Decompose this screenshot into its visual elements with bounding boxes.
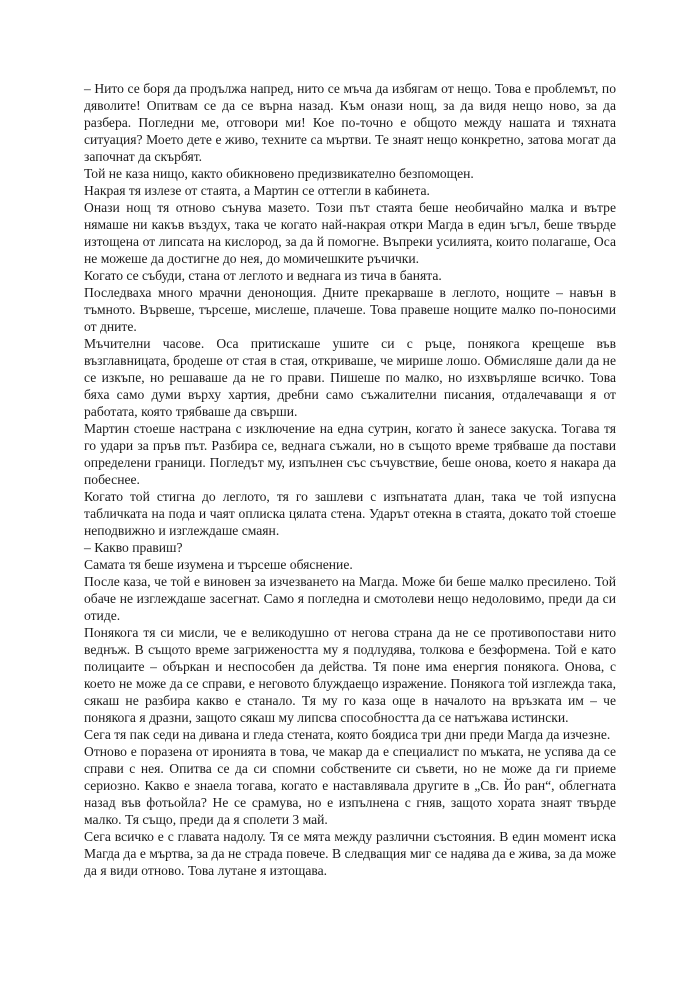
paragraph: Сега тя пак седи на дивана и гледа стената, която боядиса три дни преди Магда да изчезне. [84, 727, 611, 742]
paragraph: Понякога тя си мисли, че е великодушно от негова страна да не се противопостави нито веднъж. В същото време загрижеността му я подлудява, толкова е безформена. Той е като полицаите – объркан и неспособен да действа. Тя поне има енергия понякога. Онова, с което не може да се справи, е неговото блуждаещо изражение. Понякога той изглежда така, сякаш не разбира какво е станало. Тя му го каза още в началото на връзката им – че понякога я дразни, защото сякаш му липсва способността да се натъжава истински. [84, 625, 616, 725]
paragraph: После каза, че той е виновен за изчезването на Магда. Може би беше малко пресилено. Той обаче не изглеждаше засегнат. Само я погледна и смотолеви нещо недоловимо, преди да си отиде. [84, 574, 616, 623]
paragraph: Самата тя беше изумена и търсеше обяснение. [84, 557, 353, 572]
body-text [84, 80, 616, 879]
paragraph: Накрая тя излезе от стаята, а Мартин се оттегли в кабинета. [84, 183, 430, 198]
paragraph: Последваха много мрачни денонощия. Дните прекарваше в леглото, нощите – навън в тъмното. Вървеше, търсеше, мислеше, плачеше. Това правеше нощите малко по-поносими от дните. [84, 285, 616, 334]
paragraph: Когато той стигна до леглото, тя го зашлеви с изпънатата длан, така че той изпусна табличката на пода и чаят оплиска цялата стена. Ударът отекна в стаята, докато той стоеше неподвижно и изглеждаше смаян. [84, 489, 616, 538]
paragraph: Когато се събуди, стана от леглото и веднага из тича в банята. [84, 268, 442, 283]
paragraph: Той не каза нищо, както обикновено предизвикателно безпомощен. [84, 166, 474, 181]
paragraph: Сега всичко е с главата надолу. Тя се мята между различни състояния. В един момент иска Магда да е мъртва, за да не страда повече. В следващия миг се надява да е жива, за да може да я види отново. Това лутане я изтощава. [84, 829, 616, 878]
paragraph: – Нито се боря да продължа напред, нито се мъча да избягам от нещо. Това е проблемът, по дяволите! Опитвам се да се върна назад. Към онази нощ, за да видя нещо ново, за да разбера. Погледни ме, отговори ми! Кое по-точно е общото между нашата и тяхната ситуация? Моето дете е живо, техните са мъртви. Те знаят нещо конкретно, затова могат да започнат да скърбят. [84, 81, 616, 164]
dialogue-line: – Какво правиш? [84, 540, 183, 555]
paragraph: Мъчителни часове. Оса притискаше ушите си с ръце, понякога крещеше във възглавницата, бродеше от стая в стая, откриваше, че мирише лошо. Обмисляше дали да не се изкъпе, но решаваше да не го прави. Пишеше по малко, но изхвърляше всичко. Това бяха само думи върху хартия, дребни само съжалителни писания, отдалечаващи я от работата, която трябваше да свърши. [84, 336, 616, 419]
paragraph: Онази нощ тя отново сънува мазето. Този път стаята беше необичайно малка и вътре нямаше ни какъв въздух, така че когато най-накрая откри Магда в един ъгъл, беше твърде изтощена от липсата на кислород, за да й помогне. Въпреки усилията, които полагаше, Оса не можеше да достигне до нея, до момичешките ръчички. [84, 200, 616, 266]
paragraph: Мартин стоеше настрана с изключение на една сутрин, когато ѝ занесе закуска. Тогава тя го удари за пръв път. Разбира се, веднага съжали, но в същото време трябваше да постави определени граници. Погледът му, изпълнен със съчувствие, беше онова, което я накара да побеснее. [84, 421, 616, 487]
paragraph: Отново е поразена от иронията в това, че макар да е специалист по мъката, не успява да се справи с нея. Опитва се да си спомни собствените си съвети, но не може да ги приеме сериозно. Какво е знаела тогава, когато е наставлявала другите в „Св. Йо ран“, облегната назад във фотьойла? Не се срамува, но е изпълнена с гняв, защото хората знаят твърде малко. Тя също, преди да я сполети 3 май. [84, 744, 616, 827]
